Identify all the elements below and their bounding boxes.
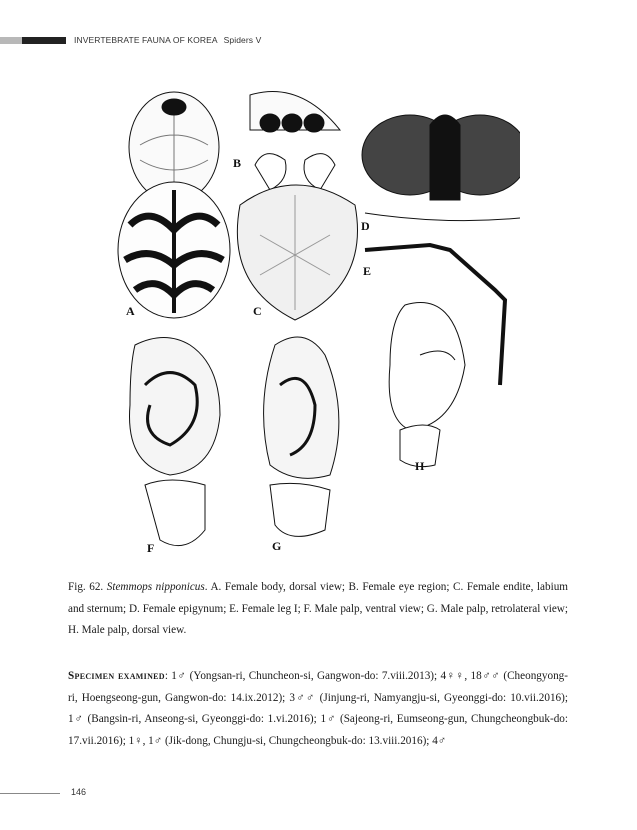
f-palp-bulb bbox=[130, 338, 221, 476]
c-endite-left bbox=[255, 154, 286, 190]
caption-body: . A. Female body, dorsal view; B. Female eye region; C. Female endite, labium and sternum; D. Female epigynum; E. Female leg I; F. Male palp, ventral view; G. Male palp, retrolateral view; H. Male palp, dorsal view. bbox=[68, 581, 568, 636]
footer-rule bbox=[0, 793, 60, 794]
page-number: 146 bbox=[71, 787, 87, 797]
volume-title: Spiders V bbox=[223, 35, 262, 45]
label-e: E bbox=[363, 264, 372, 278]
journal-title: INVERTEBRATE FAUNA OF KOREA bbox=[74, 35, 218, 45]
specimens-text: : 1♂ (Yongsan-ri, Chuncheon-si, Gangwon-do: 7.viii.2013); 4♀♀, 18♂♂ (Cheongyong-ri, Hoengseong-gun, Gangwon-do: 14.ix.2012); 3♂♂ (Jinjung-ri, Namyangju-si, Gyeonggi-do: 10.vii.2016); 1♂ (Bangsin-ri, Anseong-si, Gyeonggi-do: 1.vi.2016); 1♂ (Sajeong-ri, Eumseong-gun, Chungcheongbuk-do: 17.vii.2016); 1♀, 1♂ (Jik-dong, Chungju-si, Chungcheongbuk-do: 13.viii.2016); 4♂ bbox=[68, 670, 569, 747]
figure-illustration bbox=[110, 85, 520, 560]
g-palp-bulb bbox=[264, 337, 339, 478]
specimens-heading: Specimen examined bbox=[68, 670, 165, 682]
label-b: B bbox=[233, 156, 242, 170]
figure-plate bbox=[110, 85, 520, 560]
d-epigynum-base bbox=[365, 213, 520, 221]
d-epigynum-center bbox=[430, 115, 460, 200]
specimens-examined bbox=[68, 666, 568, 752]
a-eyes bbox=[162, 99, 186, 115]
label-h: H bbox=[415, 459, 425, 473]
label-c: C bbox=[253, 304, 262, 318]
label-d: D bbox=[361, 219, 370, 233]
label-g: G bbox=[272, 539, 282, 553]
caption-species: Stemmops nipponicus bbox=[106, 581, 205, 593]
figure-caption bbox=[68, 577, 568, 642]
b-eye-2 bbox=[282, 114, 302, 132]
c-endite-right bbox=[304, 154, 335, 190]
label-f: F bbox=[147, 541, 155, 555]
c-sternum bbox=[237, 185, 357, 320]
header-bar-light bbox=[0, 37, 22, 44]
label-a: A bbox=[126, 304, 135, 318]
h-palp-bulb bbox=[389, 303, 465, 431]
caption-prefix: Fig. 62. bbox=[68, 581, 107, 593]
b-eye-1 bbox=[260, 114, 280, 132]
g-palp-cymbium bbox=[270, 483, 330, 536]
running-header bbox=[74, 35, 261, 45]
f-palp-cymbium bbox=[145, 480, 205, 546]
b-eye-3 bbox=[304, 114, 324, 132]
header-bar-dark bbox=[22, 37, 66, 44]
